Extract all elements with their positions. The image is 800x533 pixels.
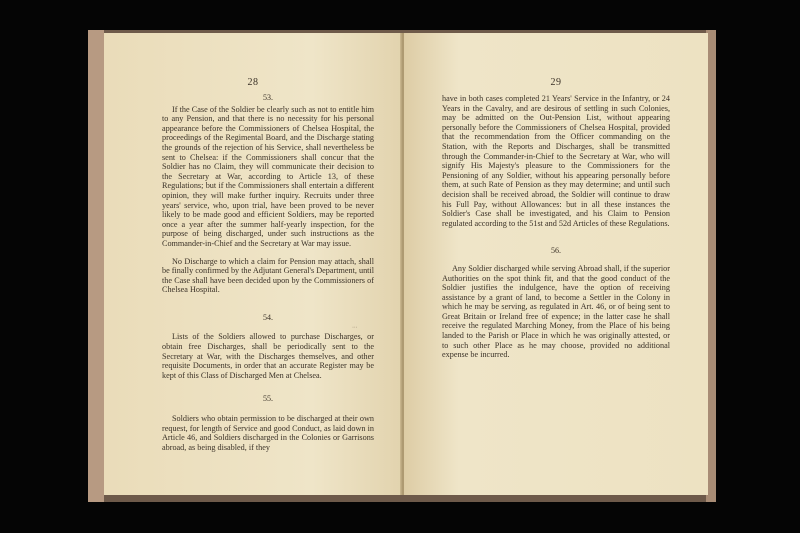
left-page xyxy=(104,33,402,495)
section-number: 55. xyxy=(263,394,273,404)
page-number-right: 29 xyxy=(550,77,562,88)
paragraph: No Discharge to which a claim for Pension may attach, shall be finally confirmed by the Adjutant General's Department, until the Case shall have been decided upon by the Commissioners of Chelsea Hospital. xyxy=(162,256,374,295)
paragraph: have in both cases completed 21 Years' Service in the Infantry, or 24 Years in the Cavalry, and are desirous of settling in such Colonies, may be admitted on the Out-Pension List, without appearing personally before the Commissioners of Chelsea Hospital, provided that the recommendation from the Officer commanding on the Station, with the Reports and Discharges, shall be transmitted through the Commander-in-Chief to the Secretary at War, who will signify His Majesty's pleasure to the Commissioners for the Pensioning of any Soldier, without his appearing personally before them, at such Rate of Pension as they may determine; and until such decision shall be received abroad, the Soldier will continue to draw his Full Pay, without Allowances: but in all these instances the Soldier's Case shall be investigated, and his Claim to Pension regulated according to the 51st and 52d Articles of these Regulations. xyxy=(442,94,670,228)
section-number: 53. xyxy=(263,93,273,102)
right-page-body xyxy=(442,94,670,360)
paragraph: Lists of the Soldiers allowed to purchase Discharges, or obtain free Discharges, shall be periodically sent to the Secretary at War, with the Discharges themselves, and other requisite Documents, in order that an accurate Register may be kept of this Class of Discharged Men at Chelsea. xyxy=(162,332,374,380)
section-number: 54. xyxy=(263,312,273,322)
paragraph: Soldiers who obtain permission to be discharged at their own request, for length of Service and good Conduct, as laid down in Article 46, and Soldiers discharged in the Colonies or Garrisons abroad, as being disabled, if they xyxy=(162,414,374,452)
page-number-left: 28 xyxy=(247,77,259,88)
cover-edge-left xyxy=(88,30,104,502)
section-number: 56. xyxy=(551,246,561,256)
paragraph: If the Case of the Soldier be clearly such as not to entitle him to any Pension, and that there is no necessity for his personal appearance before the Commissioners of Chelsea Hospital, the proceedings of the Regimental Board, and the Discharge stating the grounds of the rejection of his Service, shall nevertheless be sent to Chelsea: if the Commissioners shall concur that the Soldier has no Claim, they will communicate their decision to the Secretary at War, according to Article 13, of these Regulations; but if the Commissioners shall entertain a different opinion, they will make further inquiry. Recruits under three years' service, who, upon trial, have been proved to be never likely to be made good and efficient Soldiers, may be reported once a year after the summer half-yearly inspection, for the purpose of being discharged, under such instructions as the Commander-in-Chief and the Secretary at War may issue. xyxy=(162,104,374,248)
left-page-body xyxy=(162,93,374,452)
ink-speck: ·∙· xyxy=(352,325,358,331)
paragraph: Any Soldier discharged while serving Abroad shall, if the superior Authorities on the spot think fit, and that the good conduct of the Soldier justifies the indulgence, have the option of receiving assistance by a grant of land, to become a Settler in the Colony in which he may be serving, as regulated in Art. 46, or of being sent to Great Britain or Ireland free of expence; in the latter case he shall receive the regulated Marching Money, from the Place of his being landed to the Parish or Place in which he was originally attested, or to such other Place as he may choose, provided no additional expense be incurred. xyxy=(442,263,670,360)
right-page xyxy=(404,33,708,495)
